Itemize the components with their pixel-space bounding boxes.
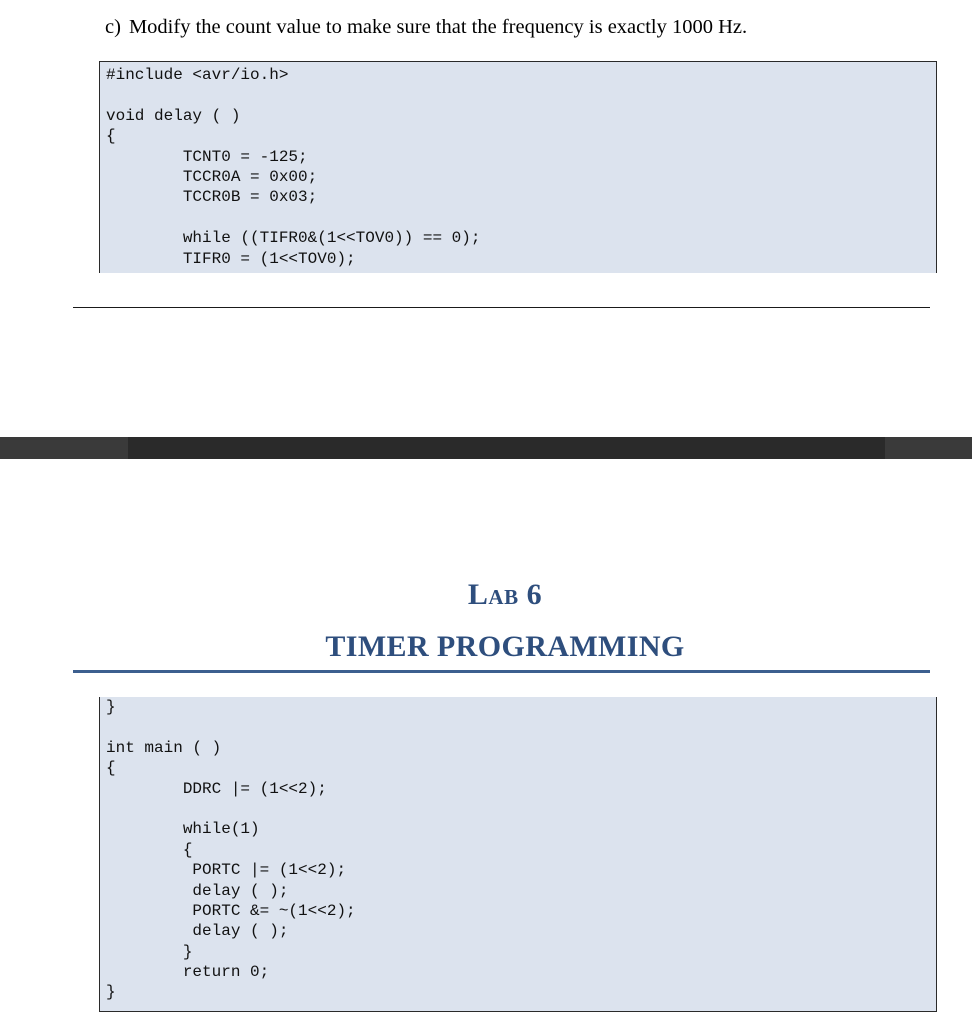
lab-number-heading: Lab 6	[467, 578, 543, 611]
code-line: void delay ( )	[106, 106, 241, 125]
question-text: Modify the count value to make sure that the frequency is exactly 1000 Hz.	[128, 16, 748, 38]
code-line	[106, 717, 936, 737]
question-item	[105, 14, 945, 40]
code-line: TCNT0 = -125;	[106, 147, 308, 166]
code-block-bottom	[99, 697, 937, 1012]
code-line	[106, 208, 936, 228]
code-line	[106, 799, 936, 819]
code-listing-top	[100, 62, 936, 269]
code-line: DDRC |= (1<<2);	[106, 779, 327, 798]
lab-title-heading: TIMER PROGRAMMING	[325, 630, 685, 663]
code-line: }	[106, 983, 116, 1002]
page-break-band	[0, 437, 972, 459]
code-listing-bottom	[100, 697, 936, 1003]
code-line: while(1)	[106, 820, 260, 839]
page-break-segment	[0, 437, 128, 459]
code-line: TIFR0 = (1<<TOV0);	[106, 249, 356, 268]
question-label: c)	[105, 16, 121, 38]
code-line: {	[106, 127, 116, 146]
code-line	[106, 85, 936, 105]
code-line: #include <avr/io.h>	[106, 66, 289, 84]
code-line: {	[106, 759, 116, 778]
code-line: delay ( );	[106, 881, 289, 900]
code-block-top	[99, 61, 937, 273]
title-underline	[73, 670, 930, 673]
code-line: int main ( )	[106, 738, 222, 757]
code-line: PORTC &= ~(1<<2);	[106, 901, 356, 920]
code-line: TCCR0A = 0x00;	[106, 167, 318, 186]
page-break-segment	[885, 437, 972, 459]
code-line: }	[106, 698, 116, 716]
code-line: return 0;	[106, 963, 270, 982]
code-line: TCCR0B = 0x03;	[106, 188, 318, 207]
code-line: }	[106, 942, 193, 961]
section-divider	[73, 307, 930, 308]
code-line: {	[106, 840, 193, 859]
code-line: while ((TIFR0&(1<<TOV0)) == 0);	[106, 229, 481, 248]
code-line: delay ( );	[106, 922, 289, 941]
code-line: PORTC |= (1<<2);	[106, 861, 347, 880]
